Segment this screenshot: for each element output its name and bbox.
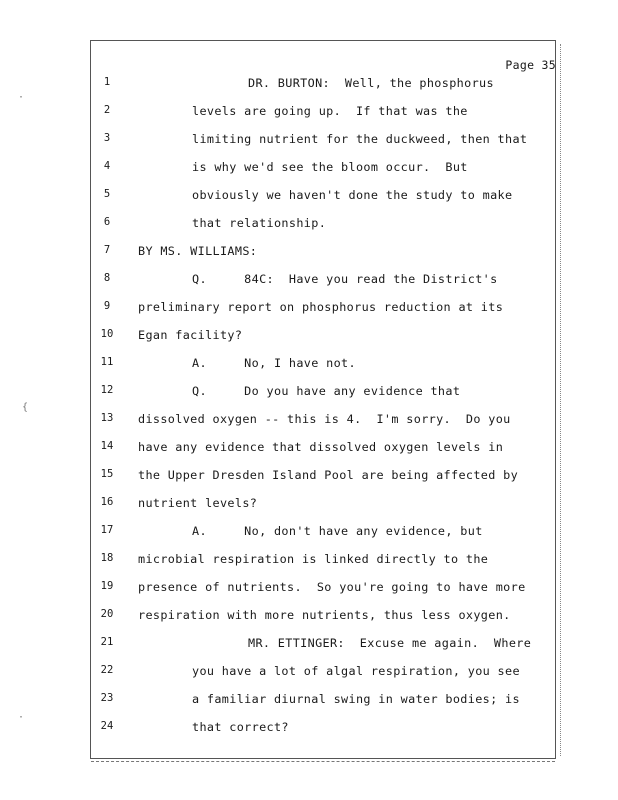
transcript-line: respiration with more nutrients, thus less oxygen. [138, 608, 511, 622]
transcript-line: that correct? [192, 720, 289, 734]
line-number: 13 [100, 412, 114, 424]
transcript-line: presence of nutrients. So you're going to have more [138, 580, 526, 594]
line-number: 15 [100, 468, 114, 480]
transcript-line: BY MS. WILLIAMS: [138, 244, 258, 258]
line-number: 16 [100, 496, 114, 508]
line-number: 5 [103, 188, 111, 200]
line-number: 14 [100, 440, 114, 452]
transcript-line: MR. ETTINGER: Excuse me again. Where [248, 636, 532, 650]
transcript-page-frame [90, 40, 556, 759]
line-number: 11 [100, 356, 114, 368]
line-number: 23 [100, 692, 114, 704]
transcript-line: have any evidence that dissolved oxygen levels in [138, 440, 504, 454]
line-number: 4 [103, 160, 111, 172]
transcript-line: A. No, I have not. [192, 356, 356, 370]
line-number: 3 [103, 132, 111, 144]
transcript-line: a familiar diurnal swing in water bodies; is [192, 692, 520, 706]
transcript-line: that relationship. [192, 216, 327, 230]
transcript-line: limiting nutrient for the duckweed, then that [192, 132, 528, 146]
page-edge-line [560, 44, 561, 756]
margin-mark: { [22, 402, 29, 413]
transcript-line: is why we'd see the bloom occur. But [192, 160, 468, 174]
line-number: 6 [103, 216, 111, 228]
transcript-line: nutrient levels? [138, 496, 258, 510]
transcript-line: preliminary report on phosphorus reduction at its [138, 300, 504, 314]
transcript-line: obviously we haven't done the study to make [192, 188, 513, 202]
line-number: 18 [100, 552, 114, 564]
line-number: 17 [100, 524, 114, 536]
transcript-line: levels are going up. If that was the [192, 104, 468, 118]
line-number: 20 [100, 608, 114, 620]
line-number: 24 [100, 720, 114, 732]
line-number: 12 [100, 384, 114, 396]
page-number-label: Page 35 [505, 58, 556, 72]
line-number: 10 [100, 328, 114, 340]
line-number: 22 [100, 664, 114, 676]
line-number: 9 [103, 300, 111, 312]
transcript-line: Q. 84C: Have you read the District's [192, 272, 498, 286]
transcript-line: dissolved oxygen -- this is 4. I'm sorry. Do you [138, 412, 511, 426]
transcript-line: Egan facility? [138, 328, 243, 342]
margin-mark: · [18, 712, 25, 723]
line-number: 2 [103, 104, 111, 116]
transcript-line: you have a lot of algal respiration, you see [192, 664, 520, 678]
line-number: 1 [103, 76, 111, 88]
transcript-line: microbial respiration is linked directly to the [138, 552, 489, 566]
line-number: 8 [103, 272, 111, 284]
margin-mark: · [18, 92, 25, 103]
line-number: 19 [100, 580, 114, 592]
transcript-line: DR. BURTON: Well, the phosphorus [248, 76, 494, 90]
transcript-line: the Upper Dresden Island Pool are being affected by [138, 468, 519, 482]
transcript-line: Q. Do you have any evidence that [192, 384, 461, 398]
transcript-line: A. No, don't have any evidence, but [192, 524, 483, 538]
line-number: 21 [100, 636, 114, 648]
line-number: 7 [103, 244, 111, 256]
